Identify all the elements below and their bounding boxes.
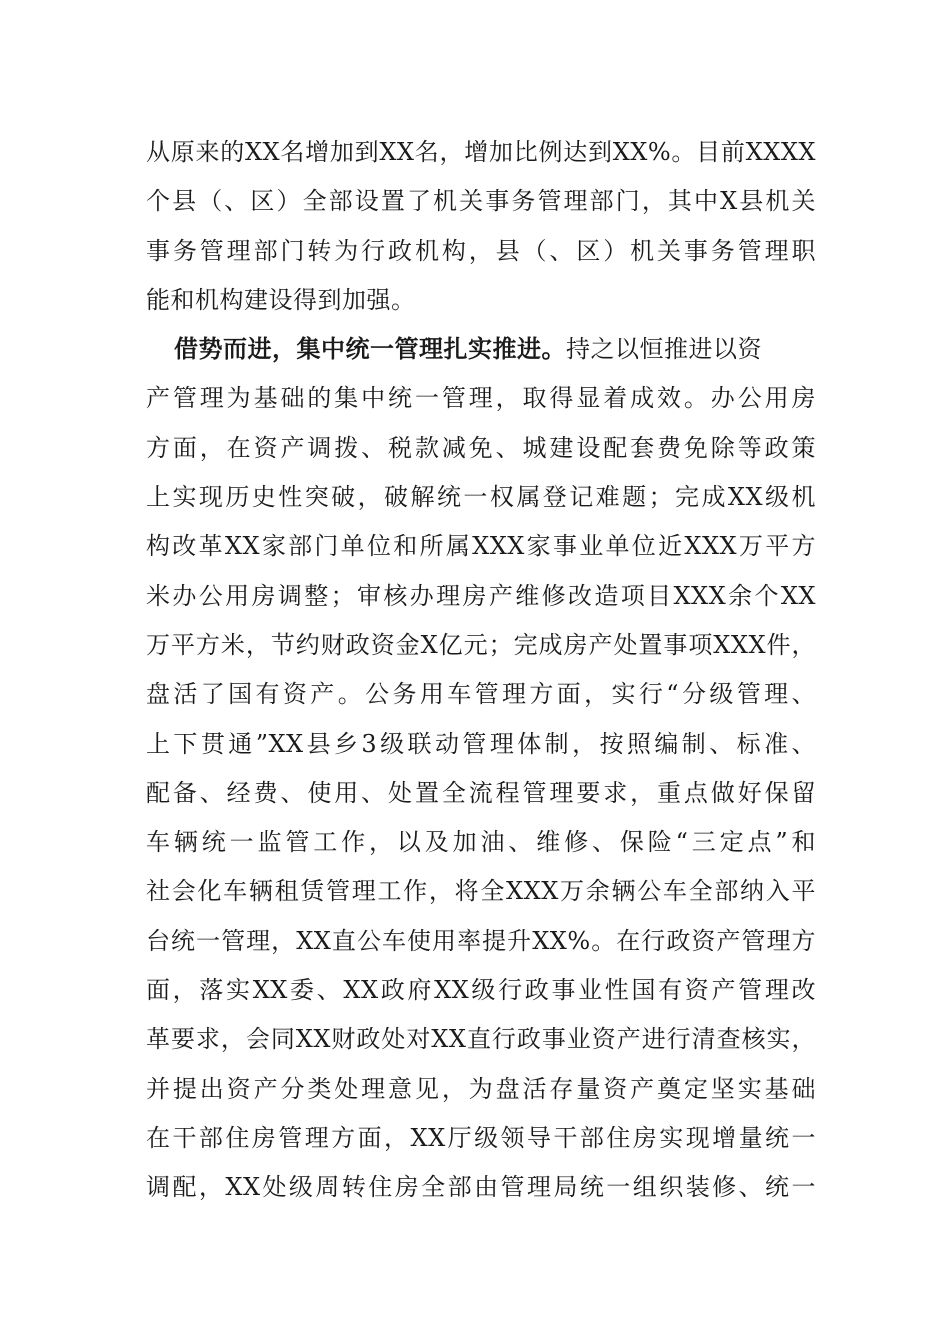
paragraph-2-first-line-rest: 持之以恒推进以资 [566, 335, 762, 364]
paragraph-2-line: 配备、经费、使用、处置全流程管理要求，重点做好保留 [146, 778, 816, 807]
paragraph-2-line: 车辆统一监管工作，以及加油、维修、保险“三定点”和 [146, 828, 816, 857]
paragraph-2-line: 米办公用房调整；审核办理房产维修改造项目XXX余个XX [146, 581, 816, 610]
paragraph-2-line: 产管理为基础的集中统一管理，取得显着成效。办公用房 [146, 384, 816, 413]
paragraph-2-line: 并提出资产分类处理意见，为盘活存量资产奠定坚实基础 [146, 1074, 816, 1103]
paragraph-2-line: 构改革XX家部门单位和所属XXX家事业单位近XXX万平方 [146, 532, 816, 561]
document-body [146, 128, 816, 1213]
paragraph-2-first-line [146, 325, 816, 374]
paragraph-2-line: 万平方米，节约财政资金X亿元；完成房产处置事项XXX件， [146, 630, 816, 659]
paragraph-2-line: 面，落实XX委、XX政府XX级行政事业性国有资产管理改 [146, 976, 816, 1005]
paragraph-2-line: 台统一管理，XX直公车使用率提升XX%。在行政资产管理方 [146, 926, 816, 955]
paragraph-1-line: 个县（、区）全部设置了机关事务管理部门，其中X县机关 [146, 187, 816, 216]
paragraph-2-heading: 借势而进，集中统一管理扎实推进。 [174, 335, 566, 364]
paragraph-1-line: 从原来的XX名增加到XX名，增加比例达到XX%。目前XXXX [146, 138, 816, 166]
paragraph-2-line: 革要求，会同XX财政处对XX直行政事业资产进行清查核实， [146, 1025, 816, 1054]
paragraph-1 [146, 128, 816, 325]
paragraph-2-line: 盘活了国有资产。公务用车管理方面，实行“分级管理、 [146, 680, 816, 709]
paragraph-2 [146, 325, 816, 1212]
paragraph-2-line: 社会化车辆租赁管理工作，将全XXX万余辆公车全部纳入平 [146, 877, 816, 906]
paragraph-2-line: 方面，在资产调拨、税款减免、城建设配套费免除等政策 [146, 433, 816, 462]
paragraph-1-line: 事务管理部门转为行政机构，县（、区）机关事务管理职 [146, 236, 816, 265]
paragraph-2-line: 上实现历史性突破，破解统一权属登记难题；完成XX级机 [146, 483, 816, 512]
paragraph-2-line: 上下贯通”XX县乡3级联动管理体制，按照编制、标准、 [146, 729, 816, 758]
paragraph-2-line: 在干部住房管理方面，XX厅级领导干部住房实现增量统一 [146, 1123, 816, 1152]
paragraph-1-line: 能和机构建设得到加强。 [146, 285, 416, 314]
paragraph-2-line: 调配，XX处级周转住房全部由管理局统一组织装修、统一 [146, 1173, 816, 1202]
